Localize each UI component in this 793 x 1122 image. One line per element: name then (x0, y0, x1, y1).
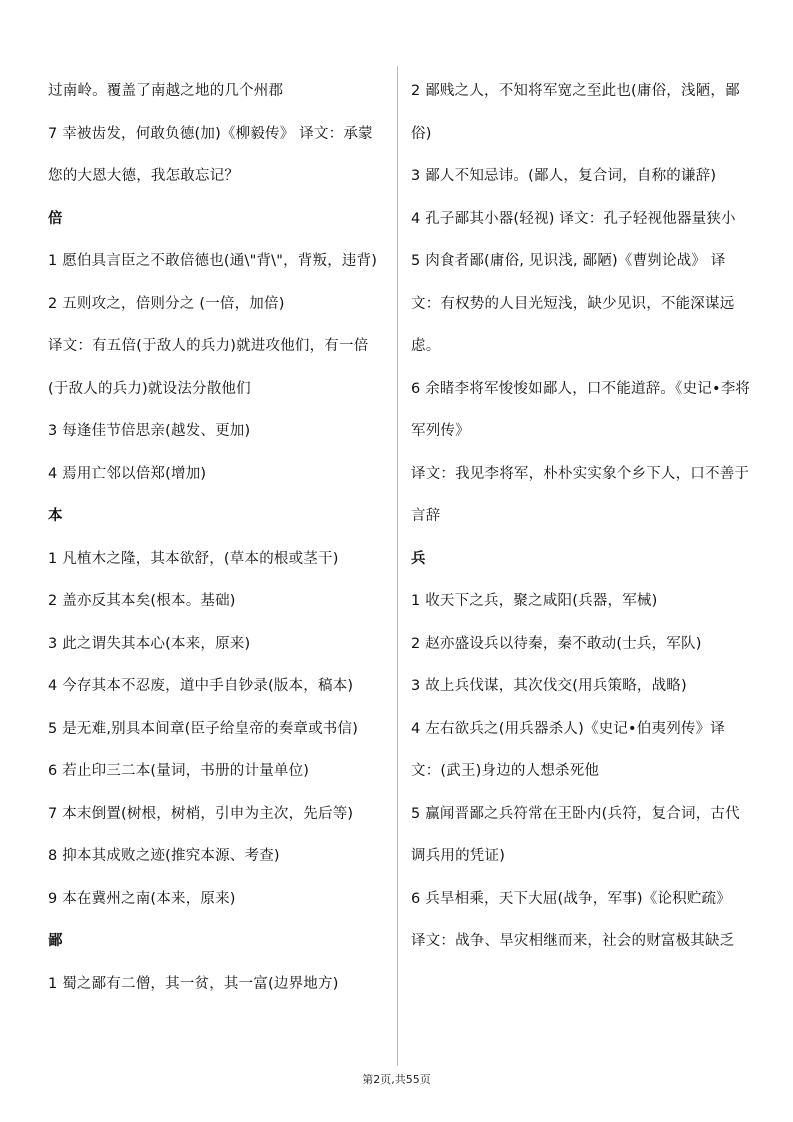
right-paragraph: 5 赢闻晋鄙之兵符常在王卧内(兵符，复合词，古代调兵用的凭证) (411, 805, 740, 864)
left-paragraph: 7 幸被齿发，何敢负德(加)《柳毅传》 译文：承蒙您的大恩大德，我怎敢忘记？ (48, 125, 373, 184)
left-section-heading: 本 (48, 508, 63, 524)
left-paragraph: 5 是无难,别具本间章(臣子给皇帝的奏章或书信) (48, 720, 359, 737)
left-paragraph: 7 本末倒置(树根，树梢，引申为主次，先后等) (48, 805, 354, 822)
left-section-heading: 倍 (48, 210, 63, 227)
page-number: 第2页,共55页 (362, 1073, 431, 1086)
left-paragraph: 4 今存其本不忍废，道中手自钞录(版本，稿本) (48, 678, 354, 694)
right-paragraph: 译文：战争、旱灾相继而来，社会的财富极其缺乏 (411, 933, 735, 949)
left-paragraph: 过南岭。覆盖了南越之地的几个州郡 (48, 83, 284, 99)
right-paragraph: 2 鄙贱之人，不知将军宽之至此也(庸俗，浅陋，鄙俗) (411, 83, 740, 142)
right-paragraph: 1 收天下之兵，聚之咸阳(兵器，军械) (411, 593, 658, 609)
right-paragraph: 3 故上兵伐谋，其次伐交(用兵策略，战略) (411, 678, 687, 694)
left-paragraph: 4 焉用亡邻以倍郑(增加) (48, 465, 207, 482)
left-paragraph: 译文：有五倍(于敌人的兵力)就进攻他们，有一倍(于敌人的兵力)就设法分散他们 (48, 338, 369, 397)
left-column (48, 70, 386, 1005)
right-paragraph: 6 兵旱相乘，天下大屈(战争，军事)《论积贮疏》 (411, 890, 731, 907)
right-paragraph: 6 余睹李将军悛悛如鄙人，口不能道辞。《史记•李将军列传》 (411, 380, 751, 439)
left-paragraph: 1 蜀之鄙有二僧，其一贫，其一富(边界地方) (48, 975, 339, 992)
left-paragraph: 2 五则攻之，倍则分之 (一倍，加倍) (48, 295, 285, 312)
right-paragraph: 4 左右欲兵之(用兵器杀人)《史记•伯夷列传》译文：(武王)身边的人想杀死他 (411, 720, 725, 779)
right-section-heading: 兵 (411, 550, 426, 567)
right-paragraph: 译文：我见李将军，朴朴实实象个乡下人，口不善于言辞 (411, 465, 750, 524)
right-paragraph: 5 肉食者鄙(庸俗, 见识浅, 鄙陋)《曹刿论战》 译文：有权势的人目光短浅，缺少见识，不能深谋远虑。 (411, 253, 735, 354)
left-paragraph: 3 此之谓失其本心(本来，原来) (48, 635, 251, 652)
left-paragraph: 9 本在冀州之南(本来，原来) (48, 890, 236, 907)
right-paragraph: 2 赵亦盛设兵以待秦，秦不敢动(士兵，军队) (411, 635, 702, 652)
left-section-heading: 鄙 (48, 933, 63, 949)
left-paragraph: 1 愿伯具言臣之不敢倍德也(通\"背\"，背叛，违背) (48, 253, 378, 269)
left-paragraph: 3 每逢佳节倍思亲(越发、更加) (48, 423, 251, 439)
left-paragraph: 6 若止印三二本(量词，书册的计量单位) (48, 763, 310, 779)
left-paragraph: 8 抑本其成败之迹(推究本源、考查) (48, 848, 280, 864)
column-divider (397, 66, 398, 1066)
right-paragraph: 4 孔子鄙其小器(轻视) 译文：孔子轻视他器量狭小 (411, 210, 736, 227)
left-paragraph: 2 盖亦反其本矣(根本。基础) (48, 593, 236, 609)
right-paragraph: 3 鄙人不知忌讳。(鄙人，复合词，自称的谦辞) (411, 168, 717, 184)
right-column (411, 70, 751, 963)
left-paragraph: 1 凡植木之隆，其本欲舒，(草本的根或茎干) (48, 550, 339, 567)
